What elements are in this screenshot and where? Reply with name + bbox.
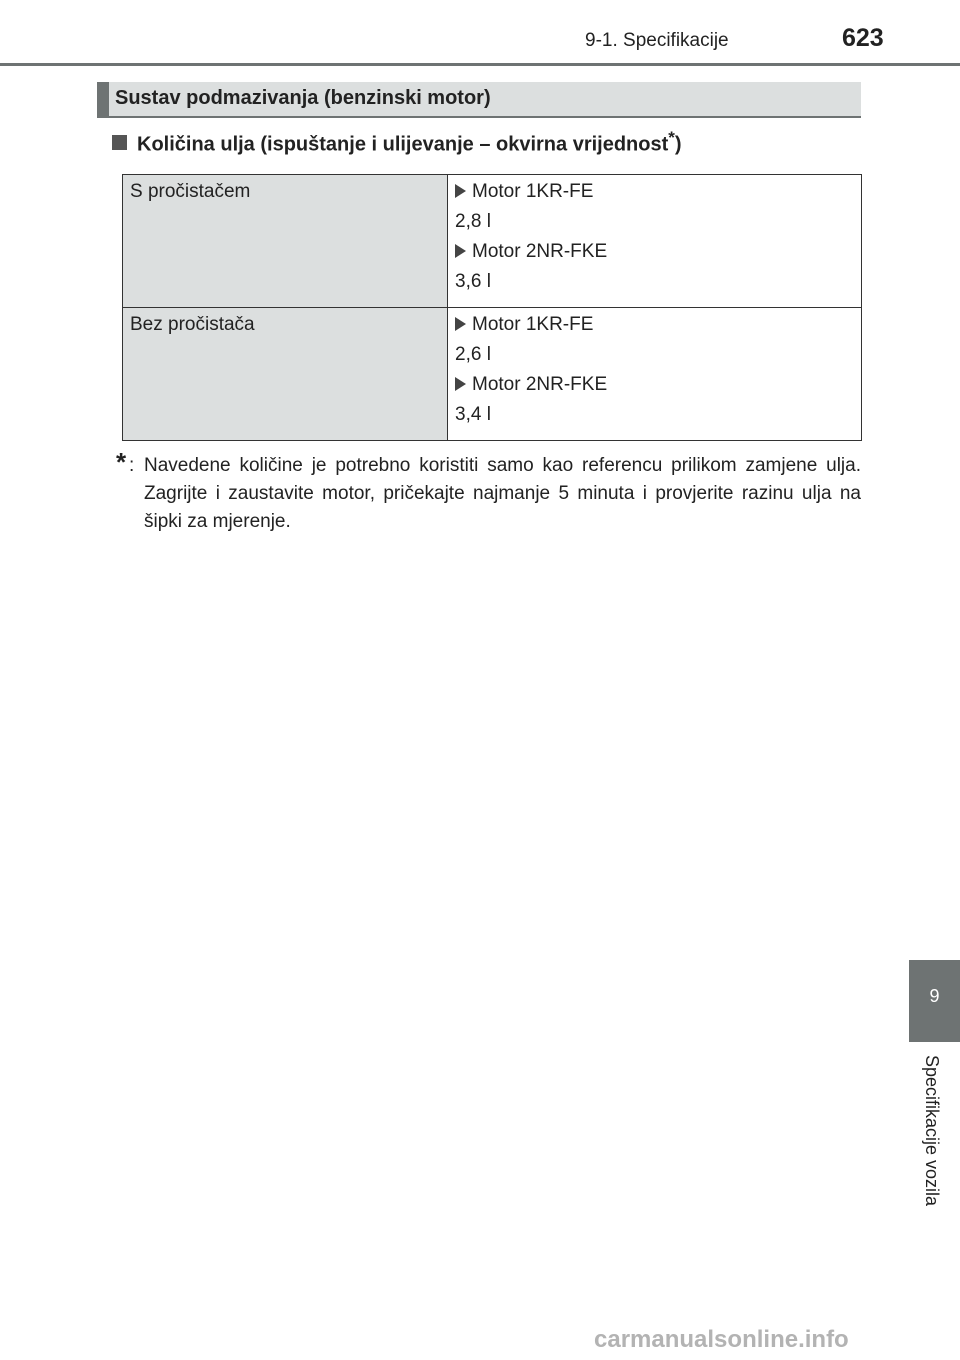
engine-line: [455, 181, 854, 203]
engine-line: [455, 374, 854, 396]
header-divider: [0, 63, 960, 66]
subheading-text: Količina ulja (ispuštanje i ulijevanje – okvirna vrijednost: [137, 133, 669, 156]
chapter-tab-number: 9: [929, 986, 940, 1006]
triangle-bullet-icon: [455, 377, 466, 391]
chapter-tab[interactable]: [909, 960, 960, 1042]
engine-name: Motor 1KR-FE: [472, 314, 594, 335]
triangle-bullet-icon: [455, 317, 466, 331]
footnote-star: *: [116, 447, 127, 477]
table-row: [123, 175, 862, 308]
engine-line: [455, 314, 854, 336]
section-banner-title: Sustav podmazivanja (benzinski motor): [115, 87, 491, 109]
triangle-bullet-icon: [455, 244, 466, 258]
section-banner: [97, 82, 861, 118]
engine-name: Motor 2NR-FKE: [472, 374, 608, 395]
row-values: [448, 308, 862, 441]
table-row: [123, 308, 862, 441]
footnote-colon: :: [129, 455, 135, 476]
engine-value: 2,6 l: [455, 344, 491, 365]
page-number: 623: [842, 24, 884, 52]
engine-value: 3,4 l: [455, 404, 491, 425]
engine-name: Motor 2NR-FKE: [472, 241, 608, 262]
chapter-title: 9-1. Specifikacije: [585, 30, 729, 51]
engine-name: Motor 1KR-FE: [472, 181, 594, 202]
engine-value: 2,8 l: [455, 211, 491, 232]
triangle-bullet-icon: [455, 184, 466, 198]
square-bullet-icon: [112, 135, 127, 150]
subheading: [112, 128, 682, 157]
row-label: S pročistačem: [123, 175, 448, 308]
engine-line: [455, 241, 854, 263]
footnote: [116, 447, 861, 536]
engine-value: 3,6 l: [455, 271, 491, 292]
row-values: [448, 175, 862, 308]
watermark: carmanualsonline.info: [594, 1326, 849, 1353]
subheading-close: ): [674, 133, 682, 156]
row-label: Bez pročistača: [123, 308, 448, 441]
footnote-mark: *: [668, 128, 675, 147]
footnote-text: Navedene količine je potrebno koristiti samo kao referencu prilikom zamjene ulja. Zagrijte i zaustavite motor, pričekajte najmanje 5 minuta i provjerite razinu ulja na šipki za mjerenje.: [144, 455, 861, 532]
chapter-tab-label: Specifikacije vozila: [922, 1055, 942, 1207]
chapter-tab-label-area: [909, 1045, 960, 1260]
oil-capacity-table: [122, 174, 862, 441]
